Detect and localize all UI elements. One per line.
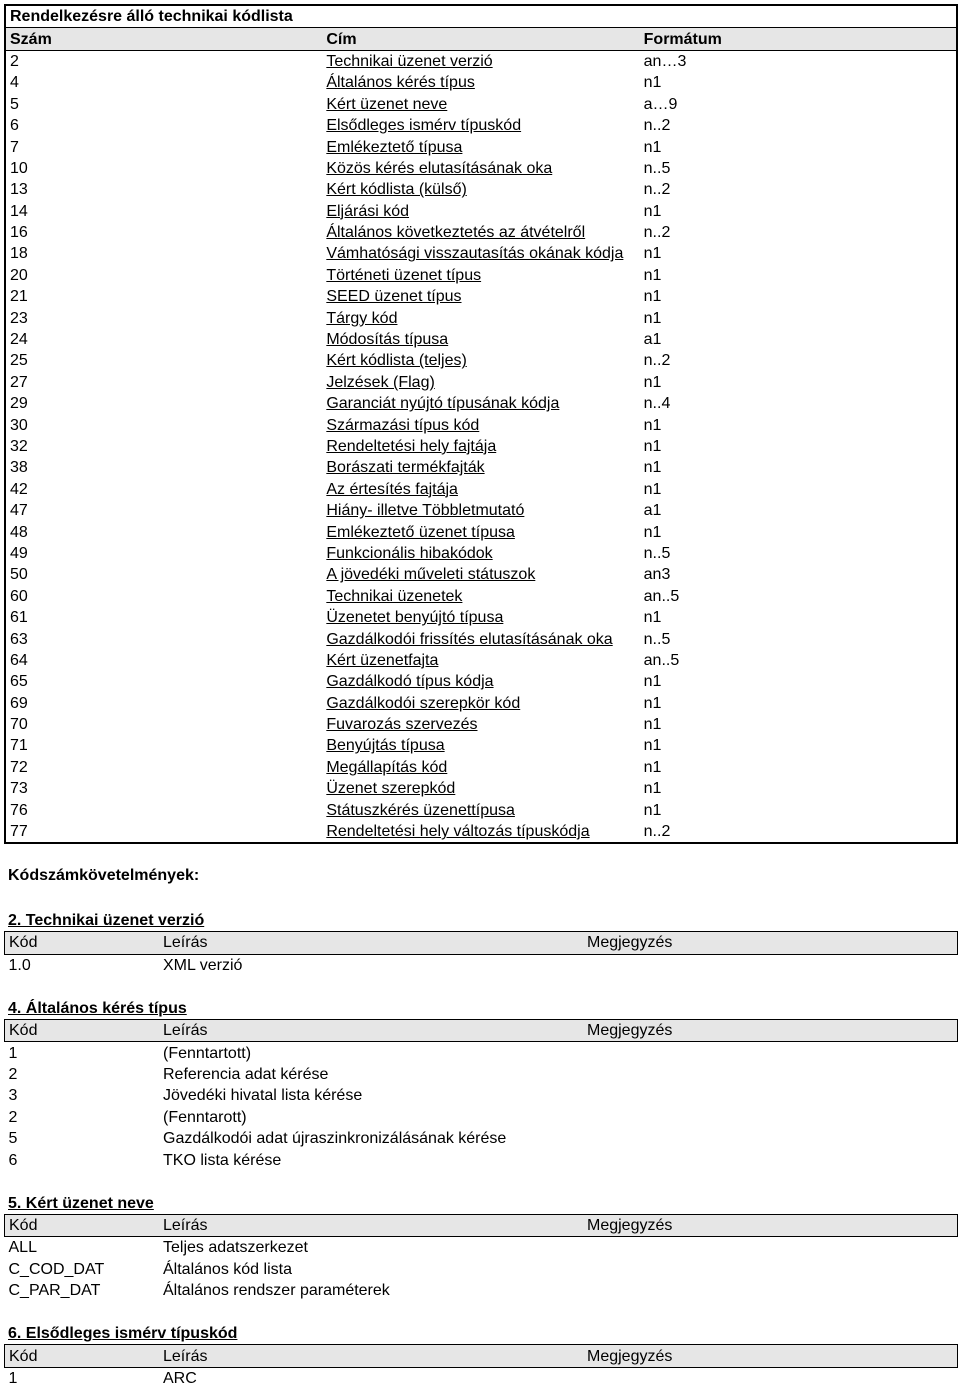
section-title: 6. Elsődleges ismérv típuskód [8,1325,238,1343]
code-title-link-cell[interactable] [322,500,639,521]
table-row [5,757,957,778]
code-number-cell: 16 [10,224,28,242]
table-row [5,243,957,264]
code-format-cell: n1 [643,801,662,819]
table-row [5,436,957,457]
code-number-cell: 13 [10,181,28,199]
code-title-link[interactable]: Közös kérés elutasításának oka [326,159,553,177]
code-format-cell: an…3 [643,52,687,70]
code-format-cell: n1 [643,609,662,627]
note-cell [583,1280,958,1301]
column-header-code: Kód [5,1214,160,1236]
section-header-row [5,932,958,954]
table-row [5,72,957,93]
note-cell [583,1149,958,1170]
requirements-heading: Kódszámkövetelmények: [8,867,200,885]
code-format-cell: n1 [643,74,662,92]
code-title-link-cell[interactable] [322,543,639,564]
code-title-link-cell[interactable] [322,414,639,435]
code-format-cell: a1 [643,502,662,520]
table-row [5,1042,958,1064]
code-title-link-cell[interactable] [322,72,639,93]
code-title-link-cell[interactable] [322,693,639,714]
code-format-cell: n1 [643,416,662,434]
code-format-cell: n..5 [643,159,671,177]
table-row [5,543,957,564]
section-header-row [5,1345,958,1367]
code-number-cell: 47 [10,502,28,520]
code-number-cell: 76 [10,801,28,819]
code-cell: 1 [8,1369,18,1387]
table-row [5,821,957,843]
note-cell [583,1259,958,1280]
code-number-cell: 23 [10,309,28,327]
code-title-link[interactable]: Jelzések (Flag) [326,373,435,391]
code-title-link[interactable]: A jövedéki műveleti státuszok [326,566,536,584]
code-title-link[interactable]: Technikai üzenet verzió [326,52,493,70]
code-title-link-cell[interactable] [322,628,639,649]
code-title-link[interactable]: Funkcionális hibakódok [326,544,493,562]
table-row [5,778,957,799]
table-row [5,94,957,115]
code-title-link[interactable]: Hiány- illetve Többletmutató [326,502,525,520]
code-list-table [4,4,958,844]
code-number-cell: 61 [10,609,28,627]
code-cell: 1.0 [8,956,31,974]
code-title-link-cell[interactable] [322,201,639,222]
code-cell: 5 [8,1130,18,1148]
table-row [5,115,957,136]
code-cell: 3 [8,1087,18,1105]
table-caption-row [5,5,957,28]
code-title-link-cell[interactable] [322,607,639,628]
code-number-cell: 65 [10,673,28,691]
table-row [5,50,957,72]
column-header-format: Formátum [640,28,957,50]
column-header-code: Kód [5,932,160,954]
table-row [5,564,957,585]
column-header-code: Kód [5,1020,160,1042]
section-code-table [4,1019,958,1171]
code-title-link-cell[interactable] [322,286,639,307]
code-cell: C_COD_DAT [8,1260,105,1278]
code-format-cell: n..5 [643,630,671,648]
table-row [5,222,957,243]
table-row [5,650,957,671]
code-title-link[interactable]: Fuvarozás szervezés [326,716,478,734]
code-title-link[interactable]: Emlékeztető típusa [326,138,463,156]
code-title-link[interactable]: Általános következtetés az átvételről [326,224,586,242]
code-title-link-cell[interactable] [322,329,639,350]
code-title-link-cell[interactable] [322,757,639,778]
code-title-link-cell[interactable] [322,714,639,735]
code-title-link[interactable]: Történeti üzenet típus [326,266,482,284]
code-title-link-cell[interactable] [322,372,639,393]
table-row [5,286,957,307]
code-cell: 2 [8,1108,18,1126]
table-row [5,1367,958,1389]
table-row [5,136,957,157]
code-format-cell: n1 [643,438,662,455]
section-code-table [4,931,958,976]
code-format-cell: n1 [643,245,662,263]
column-header-note: Megjegyzés [583,1214,958,1236]
code-number-cell: 21 [10,288,28,306]
description-cell: Jövedéki hivatal lista kérése [163,1087,363,1105]
code-cell: ALL [8,1239,37,1257]
table-row [5,1149,958,1170]
table-row [5,457,957,478]
code-title-link[interactable]: Származási típus kód [326,416,480,434]
section-title: 4. Általános kérés típus [8,1000,187,1018]
table-row [5,179,957,200]
code-title-link[interactable]: Rendeltetési hely fajtája [326,438,497,455]
code-format-cell: n1 [643,138,662,156]
table-row [5,500,957,521]
code-number-cell: 64 [10,651,28,669]
description-cell: Referencia adat kérése [163,1065,329,1083]
code-title-link-cell[interactable] [322,650,639,671]
table-row [5,1064,958,1085]
code-number-cell: 14 [10,202,28,220]
code-title-link-cell[interactable] [322,222,639,243]
code-title-link[interactable]: Megállapítás kód [326,758,448,776]
code-format-cell: n1 [643,780,662,798]
code-title-link[interactable]: Vámhatósági visszautasítás okának kódja [326,245,624,263]
code-title-link[interactable]: Tárgy kód [326,309,398,327]
description-cell: TKO lista kérése [163,1151,282,1169]
table-row [5,479,957,500]
table-row [5,714,957,735]
code-title-link[interactable]: Technikai üzenetek [326,587,463,605]
code-format-cell: a…9 [643,95,678,113]
column-header-description: Leírás [159,1214,583,1236]
note-cell [583,1107,958,1128]
section-code-table [4,1214,958,1302]
code-title-link-cell[interactable] [322,735,639,756]
code-format-cell: n..2 [643,823,671,841]
table-row [5,1107,958,1128]
code-title-link-cell[interactable] [322,94,639,115]
requirements-sections [4,910,958,1389]
code-number-cell: 24 [10,331,28,349]
code-format-cell: n1 [643,459,662,477]
table-row [5,265,957,286]
code-title-link-cell[interactable] [322,521,639,542]
column-header-code: Kód [5,1345,160,1367]
code-number-cell: 4 [10,74,19,92]
code-format-cell: n..2 [643,181,671,199]
code-format-cell: n1 [643,288,662,306]
code-title-link-cell[interactable] [322,457,639,478]
column-header-note: Megjegyzés [583,1345,958,1367]
code-number-cell: 48 [10,523,28,541]
code-title-link[interactable]: Üzenetet benyújtó típusa [326,609,504,627]
code-title-link[interactable]: Gazdálkodói frissítés elutasításának oka [326,630,613,648]
code-format-cell: n1 [643,523,662,541]
code-title-link-cell[interactable] [322,671,639,692]
code-title-link-cell[interactable] [322,436,639,457]
code-title-link[interactable]: Rendeltetési hely változás típuskódja [326,823,590,841]
table-row [5,607,957,628]
code-number-cell: 77 [10,823,28,841]
table-row [5,628,957,649]
table-row [5,350,957,371]
code-format-cell: n1 [643,373,662,391]
code-cell: 6 [8,1151,18,1169]
code-title-link[interactable]: Státuszkérés üzenettípusa [326,801,515,819]
column-header-description: Leírás [159,1345,583,1367]
code-format-cell: n..2 [643,117,671,135]
code-number-cell: 29 [10,395,28,413]
code-title-link-cell[interactable] [322,479,639,500]
code-title-link[interactable]: Gazdálkodói szerepkör kód [326,694,521,712]
code-title-link[interactable]: Kért üzenet neve [326,95,448,113]
code-title-link-cell[interactable] [322,179,639,200]
code-title-link-cell[interactable] [322,586,639,607]
code-number-cell: 50 [10,566,28,584]
code-format-cell: n1 [643,716,662,734]
code-title-link[interactable]: Az értesítés fajtája [326,480,458,498]
code-title-link-cell[interactable] [322,799,639,820]
code-format-cell: n1 [643,694,662,712]
code-title-link-cell[interactable] [322,564,639,585]
code-title-link[interactable]: Gazdálkodó típus kódja [326,673,494,691]
table-row [5,393,957,414]
code-number-cell: 60 [10,587,28,605]
code-number-cell: 10 [10,159,28,177]
code-title-link-cell[interactable] [322,393,639,414]
code-title-link[interactable]: Eljárási kód [326,202,410,220]
code-number-cell: 70 [10,716,28,734]
table-row [5,586,957,607]
code-title-link[interactable]: Emlékeztető üzenet típusa [326,523,515,541]
code-title-link-cell[interactable] [322,778,639,799]
description-cell: Általános rendszer paraméterek [163,1282,390,1300]
code-format-cell: n1 [643,202,662,220]
note-cell [583,1128,958,1149]
table-row [5,521,957,542]
note-cell [583,1237,958,1259]
code-title-link[interactable]: Benyújtás típusa [326,737,445,755]
table-row [5,372,957,393]
description-cell: Gazdálkodói adat újraszinkronizálásának kérése [163,1130,507,1148]
table-row [5,735,957,756]
code-title-link-cell[interactable] [322,265,639,286]
code-title-link[interactable]: Kért kódlista (teljes) [326,352,467,370]
code-format-cell: an..5 [643,587,680,605]
code-number-cell: 32 [10,438,28,455]
table-row [5,1237,958,1259]
table-row [5,1259,958,1280]
code-number-cell: 63 [10,630,28,648]
table-row [5,329,957,350]
code-format-cell: an3 [643,566,671,584]
code-number-cell: 49 [10,544,28,562]
code-number-cell: 27 [10,373,28,391]
code-number-cell: 38 [10,459,28,477]
code-number-cell: 42 [10,480,28,498]
table-row [5,1280,958,1301]
code-format-cell: n1 [643,480,662,498]
code-number-cell: 20 [10,266,28,284]
code-format-cell: n1 [643,737,662,755]
code-title-link[interactable]: Kért kódlista (külső) [326,181,467,199]
code-number-cell: 5 [10,95,19,113]
section-header-row [5,1020,958,1042]
code-title-link-cell[interactable] [322,307,639,328]
document-page [4,4,958,1389]
code-title-link[interactable]: SEED üzenet típus [326,288,462,306]
section-title: 5. Kért üzenet neve [8,1194,154,1212]
note-cell [583,1042,958,1064]
code-format-cell: n1 [643,673,662,691]
code-title-link[interactable]: Kért üzenetfajta [326,651,439,669]
note-cell [583,1064,958,1085]
code-number-cell: 6 [10,117,19,135]
description-cell: (Fenntartott) [163,1044,252,1062]
code-number-cell: 71 [10,737,28,755]
note-cell [583,1367,958,1389]
code-title-link-cell[interactable] [322,115,639,136]
code-format-cell: n1 [643,266,662,284]
code-title-link-cell[interactable] [322,243,639,264]
code-title-link-cell[interactable] [322,821,639,843]
column-header-note: Megjegyzés [583,932,958,954]
table-row [5,671,957,692]
note-cell [583,1085,958,1106]
code-format-cell: a1 [643,331,662,349]
code-number-cell: 73 [10,780,28,798]
table-header-row [5,28,957,50]
description-cell: Teljes adatszerkezet [163,1239,308,1257]
table-row [5,799,957,820]
code-number-cell: 25 [10,352,28,370]
column-header-number: Szám [5,28,322,50]
table-row [5,954,958,976]
section-title: 2. Technikai üzenet verzió [8,912,205,930]
table-row [5,693,957,714]
table-row [5,158,957,179]
code-format-cell: an..5 [643,651,680,669]
code-title-link[interactable]: Elsődleges ismérv típuskód [326,117,522,135]
code-format-cell: n..2 [643,224,671,242]
table-title: Rendelkezésre álló technikai kódlista [5,5,957,28]
code-title-link-cell[interactable] [322,50,639,72]
code-cell: C_PAR_DAT [8,1282,101,1300]
code-number-cell: 2 [10,52,19,70]
code-title-link[interactable]: Borászati termékfajták [326,459,485,477]
column-header-note: Megjegyzés [583,1020,958,1042]
description-cell: XML verzió [163,956,243,974]
code-number-cell: 30 [10,416,28,434]
table-row [5,201,957,222]
code-title-link-cell[interactable] [322,350,639,371]
column-header-description: Leírás [159,1020,583,1042]
code-title-link-cell[interactable] [322,136,639,157]
code-format-cell: n..5 [643,544,671,562]
code-title-link[interactable]: Garanciát nyújtó típusának kódja [326,395,560,413]
code-title-link[interactable]: Általános kérés típus [326,74,475,92]
table-row [5,307,957,328]
code-title-link-cell[interactable] [322,158,639,179]
code-title-link[interactable]: Módosítás típusa [326,331,449,349]
note-cell [583,954,958,976]
code-format-cell: n1 [643,758,662,776]
table-row [5,1085,958,1106]
section-code-table [4,1344,958,1389]
code-cell: 2 [8,1065,18,1083]
table-row [5,1128,958,1149]
code-format-cell: n..2 [643,352,671,370]
column-header-description: Leírás [159,932,583,954]
code-format-cell: n..4 [643,395,671,413]
description-cell: ARC [163,1369,197,1387]
code-number-cell: 18 [10,245,28,263]
description-cell: (Fenntarott) [163,1108,247,1126]
code-title-link[interactable]: Üzenet szerepkód [326,780,456,798]
section-header-row [5,1214,958,1236]
code-number-cell: 69 [10,694,28,712]
code-format-cell: n1 [643,309,662,327]
code-cell: 1 [8,1044,18,1062]
table-row [5,414,957,435]
code-number-cell: 72 [10,758,28,776]
code-number-cell: 7 [10,138,19,156]
description-cell: Általános kód lista [163,1260,292,1278]
column-header-title: Cím [322,28,639,50]
